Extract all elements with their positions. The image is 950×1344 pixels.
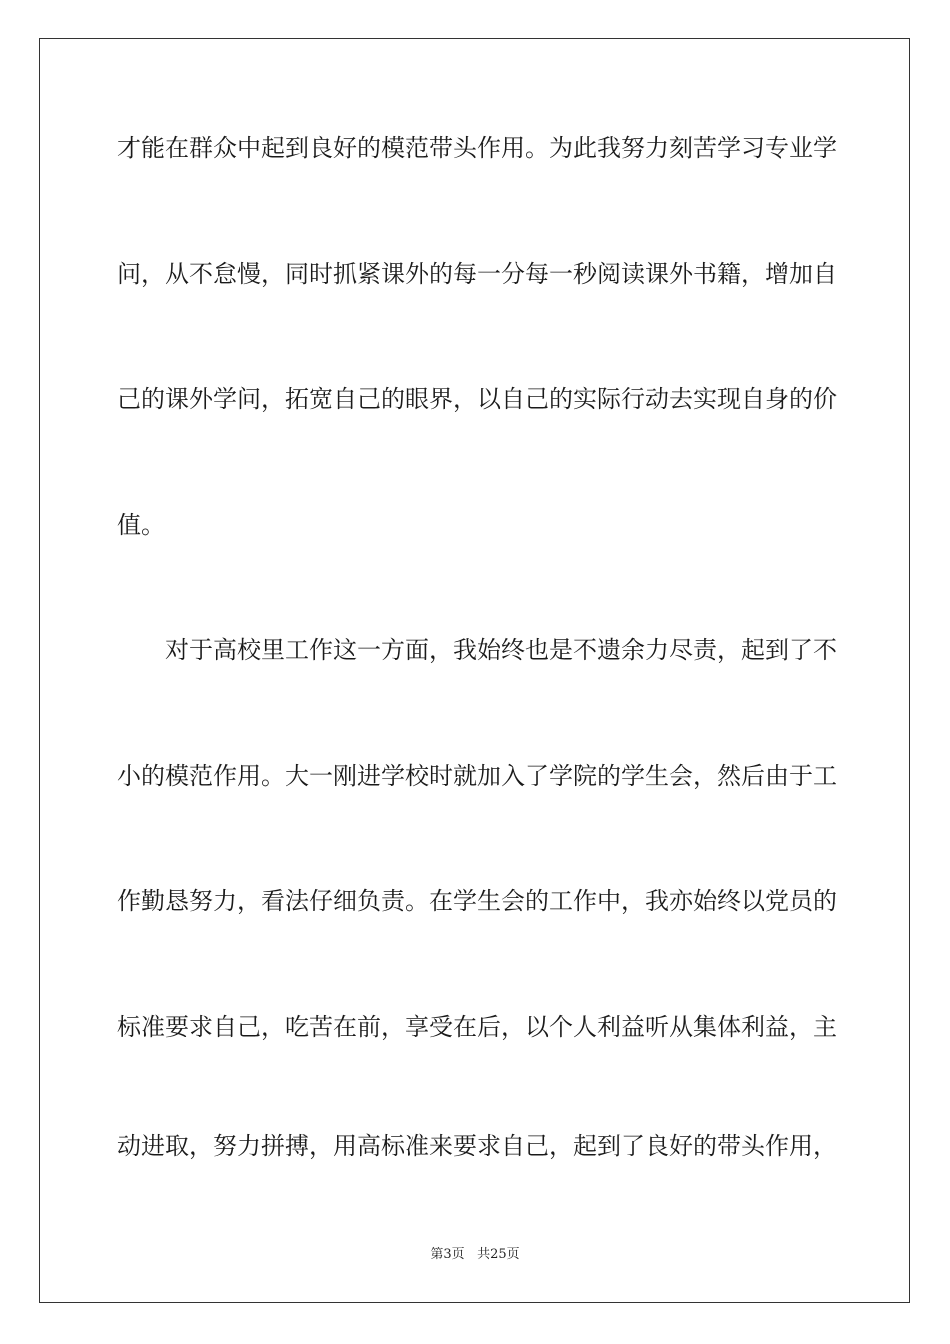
body-line-9: 动进取，努力拼搏，用高标准来要求自己，起到了良好的带头作用， <box>117 1132 837 1160</box>
page-number: 第3页 <box>430 1247 465 1262</box>
page-footer <box>0 1246 950 1264</box>
body-line-2: 问，从不怠慢，同时抓紧课外的每一分每一秒阅读课外书籍，增加自 <box>117 260 837 288</box>
body-line-7: 作勤恳努力，看法仔细负责。在学生会的工作中，我亦始终以党员的 <box>117 887 837 915</box>
body-line-1: 才能在群众中起到良好的模范带头作用。为此我努力刻苦学习专业学 <box>117 134 837 162</box>
body-line-5: 对于高校里工作这一方面，我始终也是不遗余力尽责，起到了不 <box>165 636 837 664</box>
body-line-6: 小的模范作用。大一刚进学校时就加入了学院的学生会，然后由于工 <box>117 762 837 790</box>
body-line-4: 值。 <box>117 511 165 539</box>
body-line-8: 标准要求自己，吃苦在前，享受在后，以个人利益听从集体利益，主 <box>117 1013 837 1041</box>
body-line-3: 己的课外学问，拓宽自己的眼界，以自己的实际行动去实现自身的价 <box>117 385 837 413</box>
page-border <box>39 38 910 1303</box>
page-total: 共25页 <box>477 1247 520 1262</box>
